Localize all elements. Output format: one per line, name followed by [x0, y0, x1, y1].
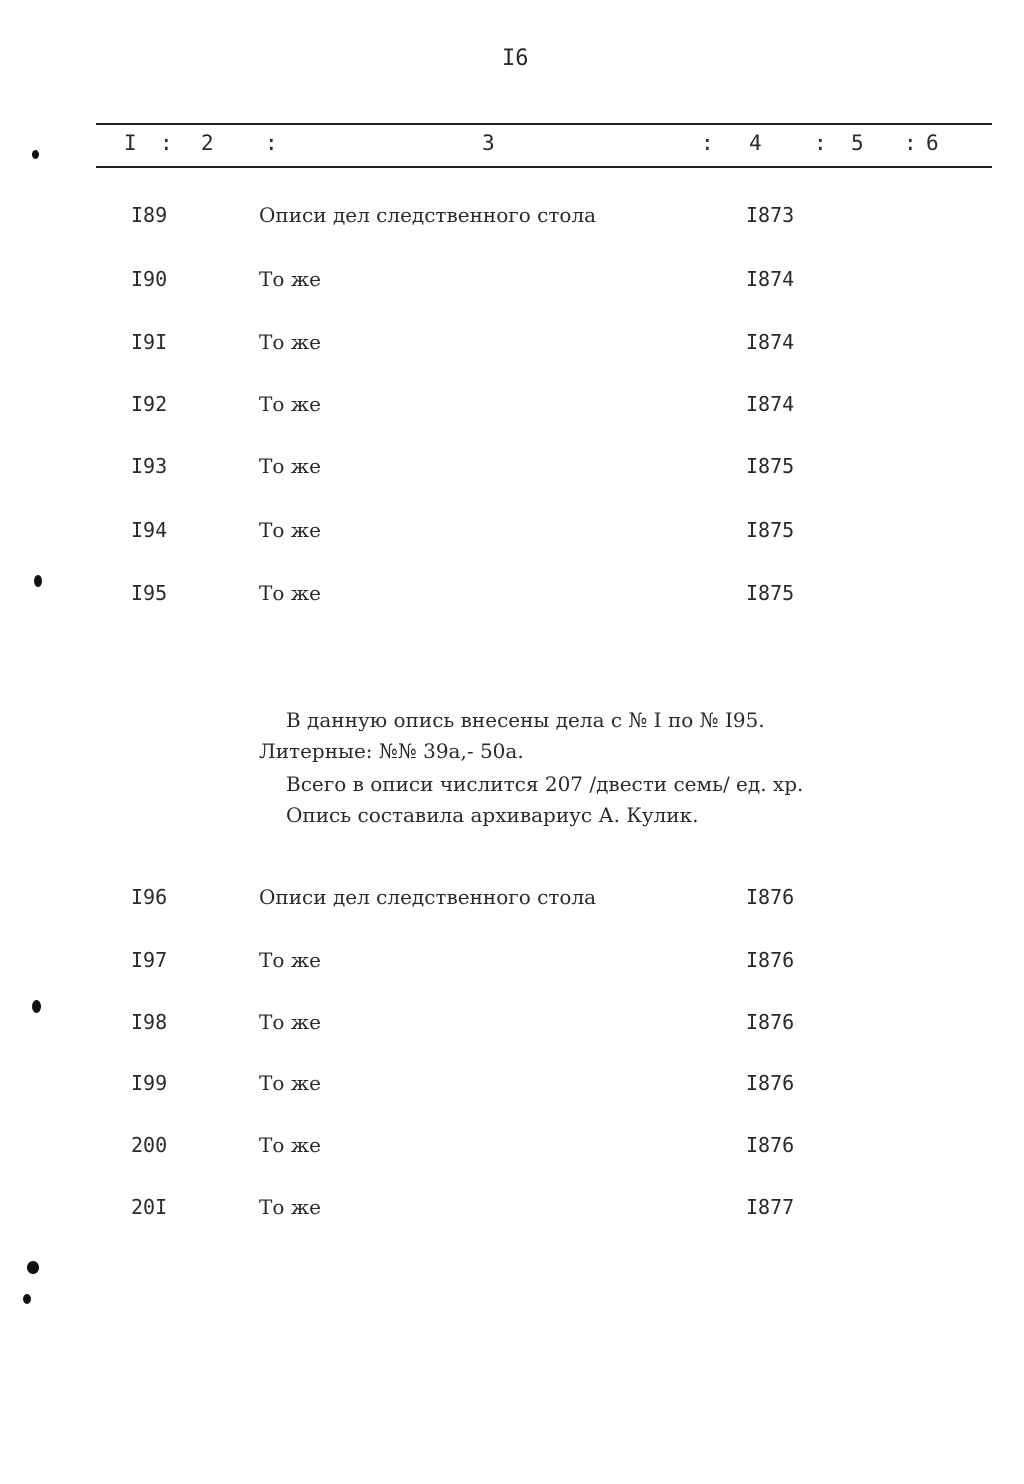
item-year: I876 [746, 885, 795, 909]
item-description: Описи дел следственного стола [259, 885, 597, 909]
item-year: I874 [746, 330, 795, 354]
col-separator: : [814, 131, 827, 155]
table-row [0, 1133, 1024, 1163]
item-description: То же [259, 581, 321, 605]
closing-note-line: В данную опись внесены дела с № I по № I95. [286, 708, 765, 732]
col-header-2: 2 [201, 131, 214, 155]
page-number: I6 [502, 46, 529, 71]
col-separator: : [701, 131, 714, 155]
col-header-5: 5 [851, 131, 864, 155]
item-number: I97 [131, 948, 168, 972]
col-header-3: 3 [482, 131, 495, 155]
item-description: То же [259, 454, 321, 478]
item-year: I876 [746, 1071, 795, 1095]
item-year: I873 [746, 203, 795, 227]
item-number: I95 [131, 581, 168, 605]
table-row [0, 581, 1024, 611]
item-number: 20I [131, 1195, 168, 1219]
item-description: То же [259, 1071, 321, 1095]
item-number: I92 [131, 392, 168, 416]
table-row [0, 948, 1024, 978]
col-separator: : [160, 131, 173, 155]
table-row [0, 1071, 1024, 1101]
table-row [0, 267, 1024, 297]
binding-hole-mark [32, 1000, 41, 1013]
table-row [0, 1010, 1024, 1040]
item-description: То же [259, 518, 321, 542]
table-row [0, 454, 1024, 484]
table-row [0, 885, 1024, 915]
item-number: I94 [131, 518, 168, 542]
item-year: I876 [746, 948, 795, 972]
item-number: I89 [131, 203, 168, 227]
table-row [0, 518, 1024, 548]
col-separator: : [904, 131, 917, 155]
item-year: I876 [746, 1010, 795, 1034]
closing-note-line: Всего в описи числится 207 /двести семь/ ед. хр. [286, 772, 804, 796]
table-bottom-rule [96, 166, 992, 168]
item-year: I877 [746, 1195, 795, 1219]
item-number: I93 [131, 454, 168, 478]
binding-hole-mark [32, 150, 39, 159]
col-header-4: 4 [749, 131, 762, 155]
table-row [0, 1195, 1024, 1225]
item-number: I99 [131, 1071, 168, 1095]
item-description: То же [259, 330, 321, 354]
binding-hole-mark [34, 575, 42, 587]
item-description: То же [259, 1010, 321, 1034]
item-description: То же [259, 1195, 321, 1219]
closing-note-line: Опись составила архивариус А. Кулик. [286, 803, 699, 827]
table-top-rule [96, 123, 992, 125]
item-description: То же [259, 1133, 321, 1157]
item-number: I98 [131, 1010, 168, 1034]
closing-note-line: Литерные: №№ 39а,- 50а. [259, 739, 524, 763]
item-number: I96 [131, 885, 168, 909]
item-year: I875 [746, 518, 795, 542]
item-year: I876 [746, 1133, 795, 1157]
item-year: I875 [746, 581, 795, 605]
item-description: То же [259, 267, 321, 291]
item-description: Описи дел следственного стола [259, 203, 597, 227]
item-description: То же [259, 392, 321, 416]
table-row [0, 330, 1024, 360]
item-year: I874 [746, 392, 795, 416]
binding-hole-mark [27, 1261, 39, 1274]
item-year: I874 [746, 267, 795, 291]
item-description: То же [259, 948, 321, 972]
col-separator: : [265, 131, 278, 155]
item-number: I9I [131, 330, 168, 354]
binding-hole-mark [23, 1294, 31, 1304]
table-row [0, 392, 1024, 422]
table-row [0, 203, 1024, 233]
col-header-6: 6 [926, 131, 939, 155]
item-number: 200 [131, 1133, 168, 1157]
col-header-1: I [124, 131, 137, 155]
item-number: I90 [131, 267, 168, 291]
item-year: I875 [746, 454, 795, 478]
